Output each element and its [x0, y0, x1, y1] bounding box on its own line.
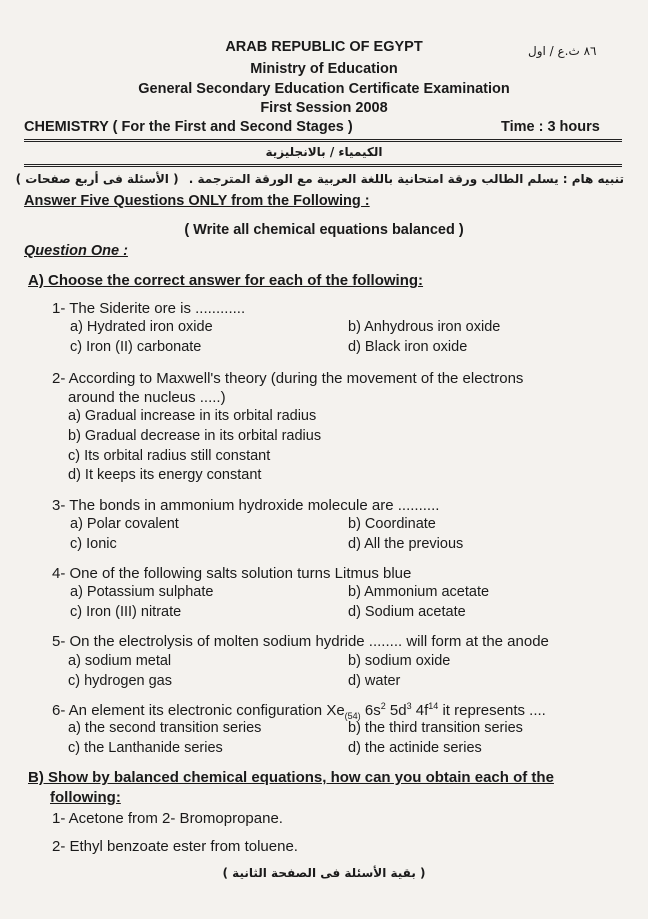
continue-note: ( بقية الأسئلة فى الصفحة الثانية )	[222, 866, 426, 880]
q3-option-c: c) Ionic	[70, 536, 117, 552]
q6-stem-post: it represents ....	[438, 702, 546, 719]
q2-option-a: a) Gradual increase in its orbital radius	[68, 408, 317, 424]
q3-option-d: d) All the previous	[348, 536, 464, 552]
q6-config-6s: 6s	[360, 702, 381, 719]
instruction: Answer Five Questions ONLY from the Following :	[24, 193, 370, 209]
pages-note: ( الأسئلة فى أربع صفحات )	[15, 172, 179, 186]
q4-option-c: c) Iron (III) nitrate	[70, 604, 182, 620]
part-b-item-1: 1- Acetone from 2- Bromopropane.	[52, 810, 283, 827]
q3-option-b: b) Coordinate	[348, 516, 436, 532]
country-title: ARAB REPUBLIC OF EGYPT	[225, 39, 423, 55]
q4-option-d: d) Sodium acetate	[348, 604, 466, 620]
q2-option-c: c) Its orbital radius still constant	[68, 448, 271, 464]
subject-arabic: الكيمياء / بالانجليزية	[265, 145, 383, 159]
header-divider-top-2	[24, 141, 622, 142]
q4-option-a: a) Potassium sulphate	[70, 584, 214, 600]
q6-option-b: b) the third transition series	[348, 720, 523, 736]
q2-stem-cont: around the nucleus .....)	[68, 389, 226, 406]
session-title: First Session 2008	[260, 100, 388, 116]
q2-stem: 2- According to Maxwell's theory (during the movement of the electrons	[52, 370, 524, 387]
part-a-title	[28, 272, 423, 289]
q6-stem-pre: 6- An element its electronic configuration Xe	[52, 702, 345, 719]
q5-option-a: a) sodium metal	[68, 653, 172, 669]
subject-title: CHEMISTRY ( For the First and Second Stages )	[24, 119, 353, 135]
q6-config-4f-count: 14	[428, 701, 439, 711]
q6-config-6s-count: 2	[380, 701, 386, 711]
q1-stem: 1- The Siderite ore is ............	[52, 300, 246, 317]
q2-option-b: b) Gradual decrease in its orbital radius	[68, 428, 322, 444]
q6-option-a: a) the second transition series	[68, 720, 262, 736]
q6-stem	[52, 701, 546, 721]
header-divider-top	[24, 139, 622, 140]
q5-stem: 5- On the electrolysis of molten sodium hydride ........ will form at the anode	[52, 633, 549, 650]
q6-config-5d: 5d	[385, 702, 407, 719]
exam-title: General Secondary Education Certificate Examination	[138, 81, 510, 97]
q1-option-c: c) Iron (II) carbonate	[70, 339, 202, 355]
q6-option-c: c) the Lanthanide series	[68, 740, 223, 756]
q6-config-5d-count: 3	[406, 701, 412, 711]
exam-code: ٨٦ ث.ع / اول	[528, 44, 597, 58]
q6-option-d: d) the actinide series	[348, 740, 482, 756]
header-divider-bottom	[24, 164, 622, 165]
q3-stem: 3- The bonds in ammonium hydroxide molecule are ..........	[52, 497, 440, 514]
q4-stem: 4- One of the following salts solution turns Litmus blue	[52, 565, 412, 582]
part-a-text: A) Choose the correct answer for each of the following:	[28, 272, 424, 289]
balanced-note: ( Write all chemical equations balanced )	[184, 222, 464, 238]
q1-option-b: b) Anhydrous iron oxide	[348, 319, 501, 335]
note-text: تنبيه هام : يسلم الطالب ورقة امتحانية باللغة العربية مع الورقة المترجمة .	[188, 172, 624, 186]
q3-option-a: a) Polar covalent	[70, 516, 179, 532]
part-b-title-cont: following:	[50, 789, 121, 806]
part-b-title	[28, 769, 554, 786]
q1-option-d: d) Black iron oxide	[348, 339, 468, 355]
question-one-title: Question One :	[24, 243, 128, 259]
ministry-title: Ministry of Education	[250, 61, 398, 77]
important-note-ar	[16, 172, 624, 186]
q4-option-b: b) Ammonium acetate	[348, 584, 490, 600]
q6-atomic-number: (54)	[344, 711, 361, 721]
q5-option-d: d) water	[348, 673, 401, 689]
q5-option-c: c) hydrogen gas	[68, 673, 172, 689]
exam-time: Time : 3 hours	[501, 119, 600, 135]
q6-config-4f: 4f	[411, 702, 429, 719]
q1-option-a: a) Hydrated iron oxide	[70, 319, 213, 335]
q5-option-b: b) sodium oxide	[348, 653, 451, 669]
q2-option-d: d) It keeps its energy constant	[68, 467, 262, 483]
part-b-text: B) Show by balanced chemical equations, how can you obtain each of the	[28, 769, 554, 786]
part-b-item-2: 2- Ethyl benzoate ester from toluene.	[52, 838, 298, 855]
header-divider-bottom-2	[24, 166, 622, 167]
